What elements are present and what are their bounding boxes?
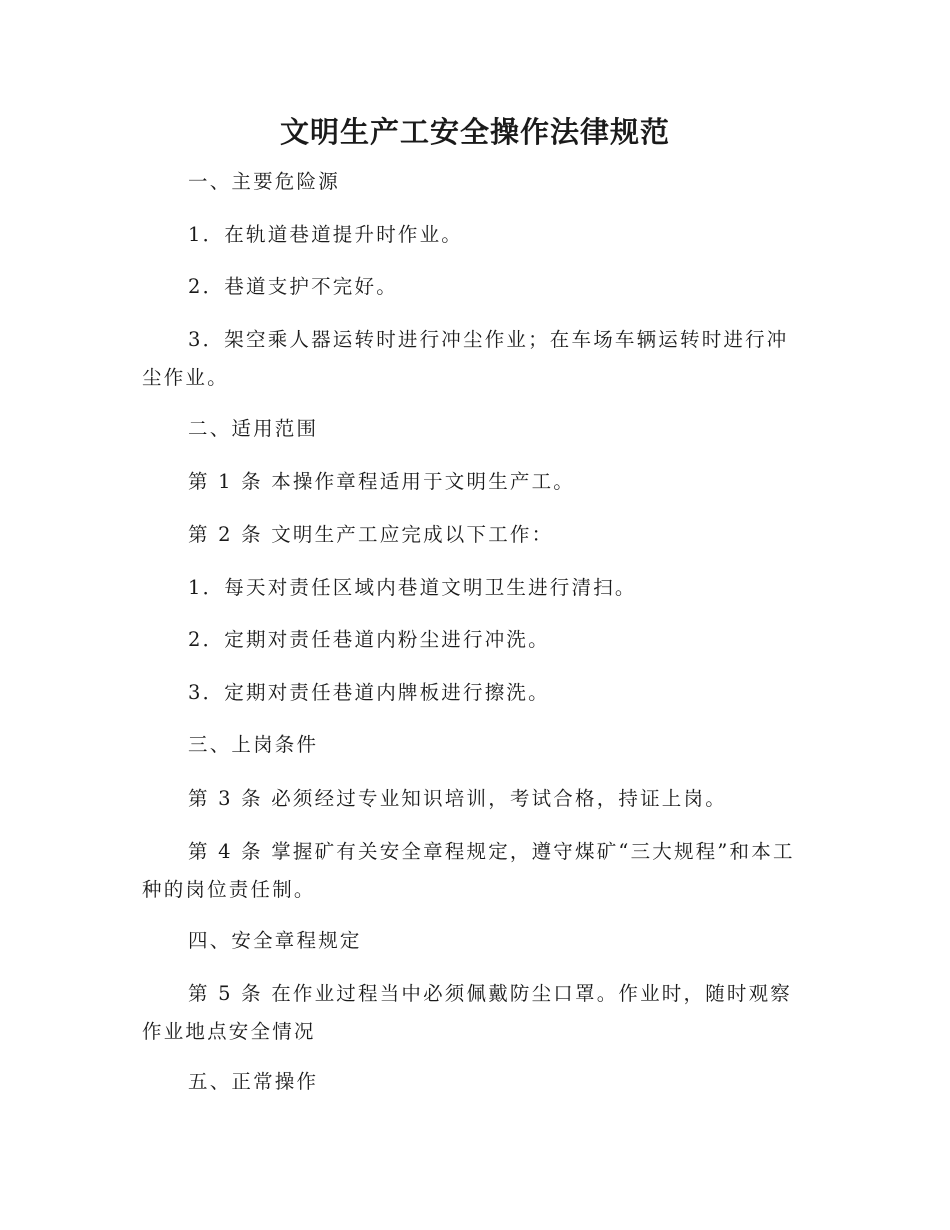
paragraph-task-1: 1．每天对责任区域内巷道文明卫生进行清扫。 [188,576,637,599]
paragraph-hazard-1: 1．在轨道巷道提升时作业。 [188,223,464,246]
paragraph-article-4: 第 4 条 掌握矿有关安全章程规定，遵守煤矿“三大规程”和本工种的岗位责任制。 [142,840,795,901]
section-heading-hazards: 一、主要危险源 [188,170,340,193]
paragraph-hazard-3: 3．架空乘人器运转时进行冲尘作业；在车场车辆运转时进行冲尘作业。 [142,328,789,389]
section-heading-normal-operation: 五、正常操作 [188,1070,319,1093]
paragraph-article-1: 第 1 条 本操作章程适用于文明生产工。 [188,470,576,493]
paragraph-hazard-2: 2．巷道支护不完好。 [188,275,398,298]
section-heading-safety-rules: 四、安全章程规定 [188,929,362,952]
section-heading-scope: 二、适用范围 [188,417,319,440]
paragraph-article-5: 第 5 条 在作业过程当中必须佩戴防尘口罩。作业时，随时观察作业地点安全情况 [142,982,793,1043]
section-heading-qualifications: 三、上岗条件 [188,733,319,756]
paragraph-task-2: 2．定期对责任巷道内粉尘进行冲洗。 [188,628,550,651]
paragraph-task-3: 3．定期对责任巷道内牌板进行擦洗。 [188,681,550,704]
paragraph-article-2: 第 2 条 文明生产工应完成以下工作： [188,523,554,546]
document-title: 文明生产工安全操作法律规范 [279,115,670,149]
paragraph-article-3: 第 3 条 必须经过专业知识培训，考试合格，持证上岗。 [188,787,727,810]
